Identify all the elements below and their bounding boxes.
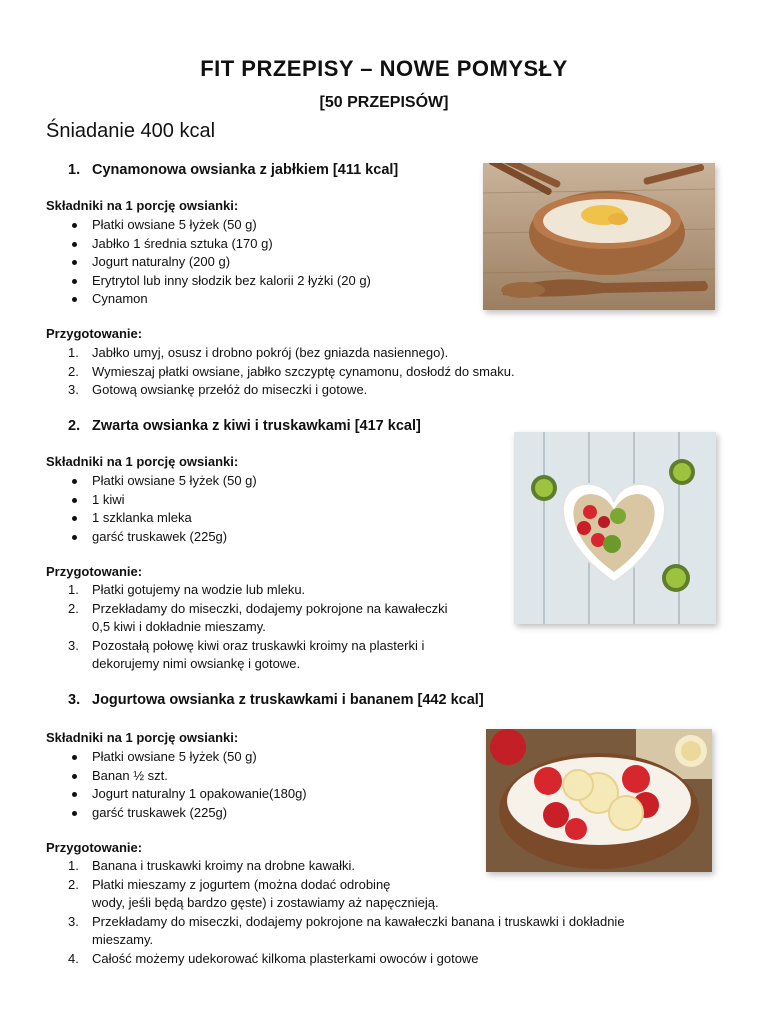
list-item: garść truskawek (225g) [46, 528, 466, 547]
recipe-title-text: Jogurtowa owsianka z truskawkami i bananem [442 kcal] [92, 692, 484, 708]
list-item: 2. Wymieszaj płatki owsiane, jabłko szczyptę cynamonu, dosłodź do smaku. [68, 363, 515, 379]
preparation-steps [46, 344, 606, 400]
list-item: 1 szklanka mleka [46, 509, 466, 528]
recipe-number: 3. [68, 692, 81, 708]
recipe-title-text: Cynamonowa owsianka z jabłkiem [411 kcal] [92, 162, 399, 178]
preparation-steps [46, 581, 496, 674]
list-item: 1. Płatki gotujemy na wodzie lub mleku. [68, 582, 306, 597]
recipe-title [46, 162, 476, 178]
list-item: Erytrytol lub inny słodzik bez kalorii 2 łyżki (20 g) [46, 272, 466, 291]
ingredients-label: Składniki na 1 porcję owsianki: [46, 198, 239, 213]
preparation-label: Przygotowanie: [46, 840, 143, 855]
list-item: 3. Przekładamy do miseczki, dodajemy pokrojone na kawałeczki banana i truskawki i dokładnie mieszamy. [68, 913, 625, 948]
list-item: Płatki owsiane 5 łyżek (50 g) [46, 216, 466, 235]
preparation-label: Przygotowanie: [46, 564, 143, 579]
recipe-photo-yogurt-banana [486, 729, 712, 872]
preparation-steps [46, 857, 726, 969]
list-item: 1. Banana i truskawki kroimy na drobne kawałki. [68, 858, 356, 873]
ingredients-list [46, 216, 466, 309]
ingredients-label: Składniki na 1 porcję owsianki: [46, 730, 239, 745]
list-item: Płatki owsiane 5 łyżek (50 g) [46, 472, 466, 491]
ingredients-list [46, 748, 466, 822]
list-item: Jabłko 1 średnia sztuka (170 g) [46, 235, 466, 254]
ingredients-label: Składniki na 1 porcję owsianki: [46, 454, 239, 469]
recipe-number: 1. [68, 162, 81, 178]
ingredients-list [46, 472, 466, 546]
section-heading: Śniadanie 400 kcal [46, 120, 216, 142]
recipe-title [46, 418, 476, 434]
list-item: 2. Przekładamy do miseczki, dodajemy pokrojone na kawałeczki 0,5 kiwi i dokładnie mieszamy. [68, 600, 448, 635]
recipe-number: 2. [68, 418, 81, 434]
document-subtitle: [50 PRZEPISÓW] [319, 94, 449, 111]
recipe-1 [46, 162, 476, 178]
list-item: 3. Pozostałą połowę kiwi oraz truskawki kroimy na plasterki i dekorujemy nimi owsiankę i gotowe. [68, 637, 425, 672]
list-item: Jogurt naturalny (200 g) [46, 253, 466, 272]
list-item: 1 kiwi [46, 491, 466, 510]
list-item: 3. Gotową owsiankę przełóż do miseczki i gotowe. [68, 382, 368, 398]
list-item: Jogurt naturalny 1 opakowanie(180g) [46, 785, 466, 804]
list-item: 2. Płatki mieszamy z jogurtem (można dodać odrobinę wody, jeśli będą bardzo gęste) i zostawiamy aż napęcznieją. [68, 876, 439, 911]
list-item: 1. Jabłko umyj, osusz i drobno pokrój (bez gniazda nasiennego). [68, 345, 449, 360]
list-item: 4. Całość możemy udekorować kilkoma plasterkami owoców i gotowe [68, 950, 479, 966]
document-title: FIT PRZEPISY – NOWE POMYSŁY [200, 56, 568, 81]
list-item: Banan ½ szt. [46, 767, 466, 786]
preparation-label: Przygotowanie: [46, 326, 143, 341]
list-item: garść truskawek (225g) [46, 804, 466, 823]
recipe-photo-kiwi-strawberry [514, 432, 716, 624]
list-item: Cynamon [46, 290, 466, 309]
recipe-3 [46, 692, 566, 708]
recipe-2 [46, 418, 476, 434]
recipe-photo-oatmeal-apple [483, 163, 715, 310]
recipe-title [46, 692, 566, 708]
recipe-title-text: Zwarta owsianka z kiwi i truskawkami [417 kcal] [92, 418, 421, 434]
list-item: Płatki owsiane 5 łyżek (50 g) [46, 748, 466, 767]
